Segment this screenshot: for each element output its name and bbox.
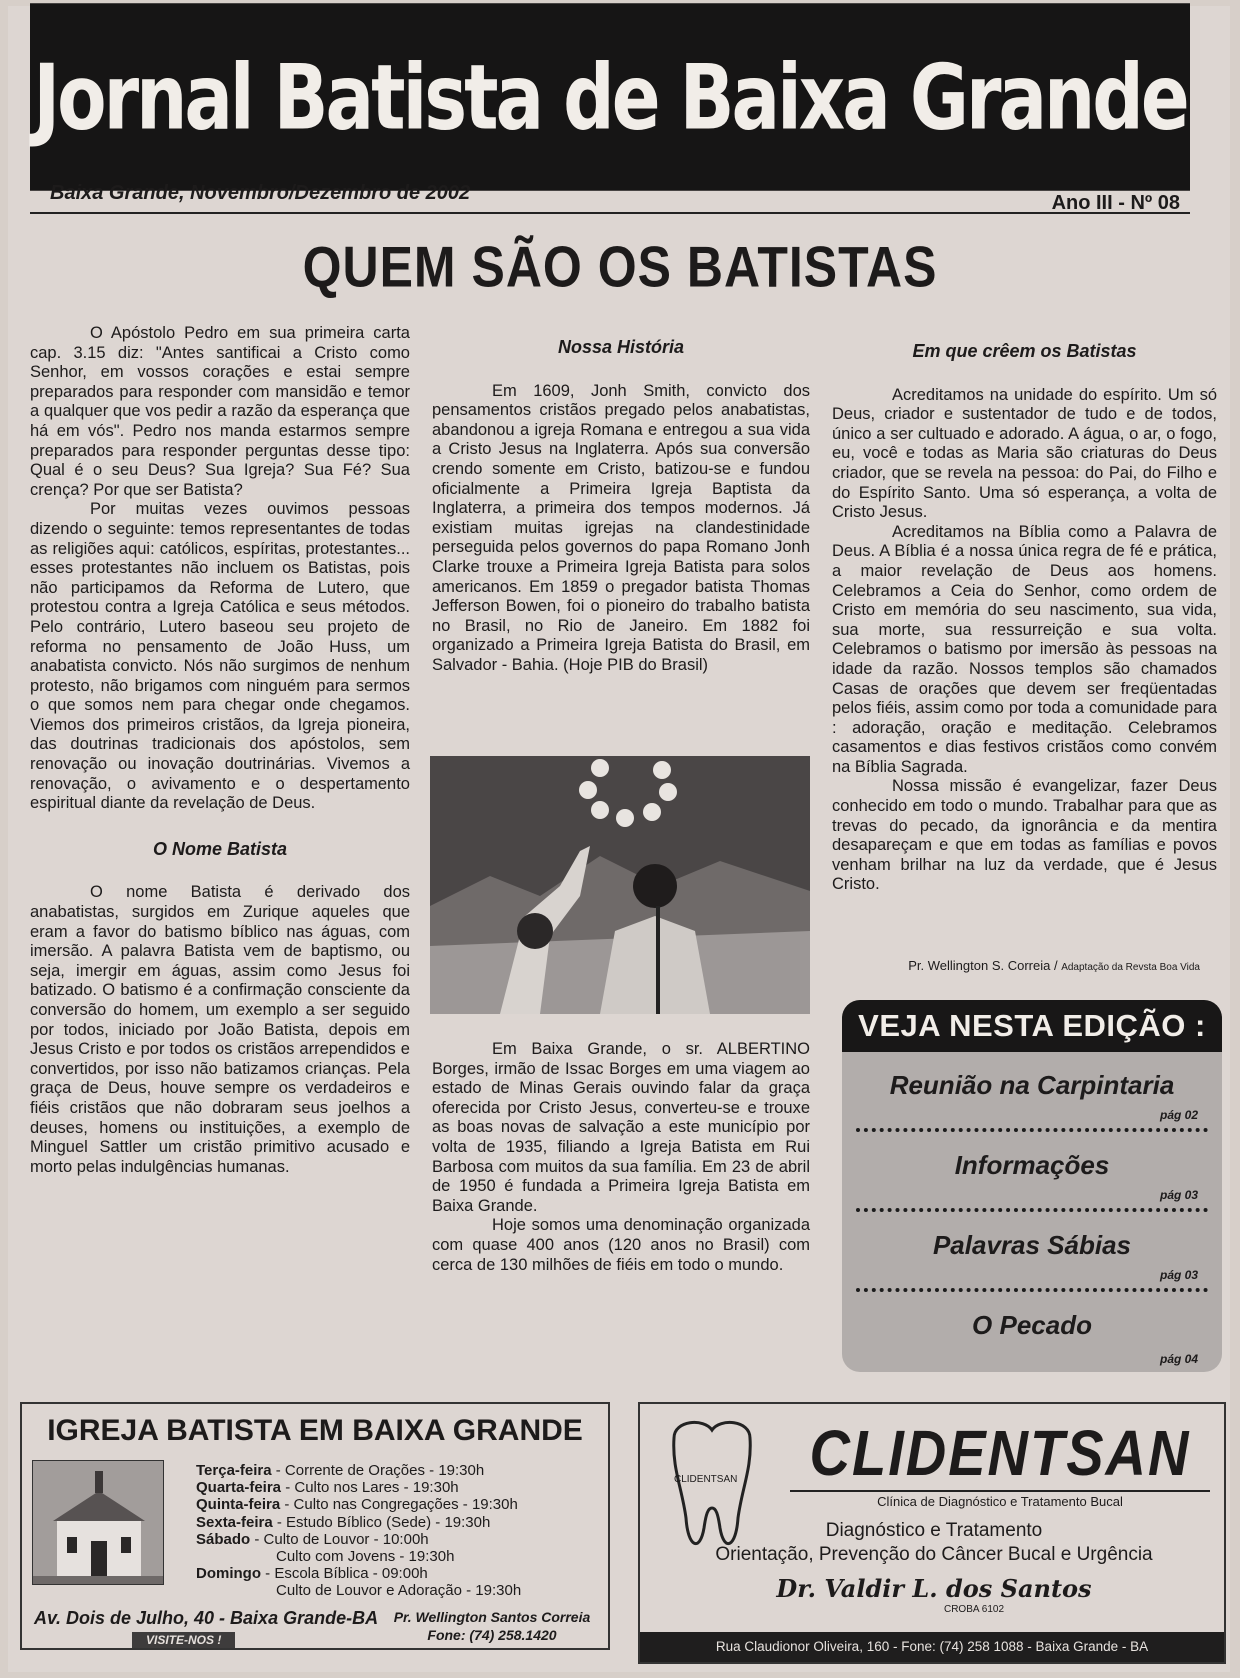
- index-item-title: O Pecado: [972, 1310, 1092, 1340]
- doctor-signature: Dr. Valdir L. dos Santos: [776, 1574, 1092, 1603]
- author-credit: Pr. Wellington S. Correia /: [908, 958, 1058, 973]
- paragraph: Em 1609, Jonh Smith, convicto dos pensamentos cristãos pregado pelos anabatistas, abandonou a igreja Romana e entregou a sua vida a Cristo Jesus na Inglaterra. Após sua conversão crendo somente em Cristo, batizou-se e fundou oficialmente a Primeira Igreja Baptista da Inglaterra, a primeira dos tempos modernos. Já existiam muitas igrejas na clandestinidade perseguida pelos governos do papa Romano Jonh Clarke trouxe a Primeira Igreja Batista para solos americanos. Em 1859 o pregador batista Thomas Jefferson Bowen, foi o pioneiro do trabalho batista no Brasil, no Rio de Janeiro. Em 1882 foi organizado a Primeira Igreja Batista do Brasil, em Salvador - Bahia. (Hoje PIB do Brasil): [432, 381, 810, 674]
- schedule-row: [196, 1565, 521, 1582]
- schedule-row: [196, 1479, 521, 1496]
- paragraph: Por muitas vezes ouvimos pessoas dizendo o seguinte: temos representantes de todas as religiões aqui: católicos, espíritas, protestantes... esses protestantes não incluem os Batistas, pois não participamos da Reforma de Lutero, que protestou contra a Igreja Católica e seus métodos. Pelo contrário, Lutero baseou seu projeto de reforma no pensamento de João Huss, um anabatista convicto. Nós não surgimos de nenhum protesto, não brigamos com ninguém para sermos o que somos nem para chegar onde chegamos. Viemos dos primeiros cristãos, da Igreja pioneira, das doutrinas tradicionais dos apóstolos, sem renovação ou inovação doutrinárias. Vivemos a renovação, o avivamento e o despertamento espiritual diante da revelação de Deus.: [30, 500, 410, 813]
- schedule-row: [196, 1514, 521, 1531]
- article-column-1: [30, 324, 410, 1177]
- index-item-page: pág 02: [1159, 1108, 1198, 1122]
- index-item: [856, 1212, 1208, 1292]
- baptism-photo: [430, 756, 810, 1014]
- schedule-text: - Estudo Bíblico (Sede) - 19:30h: [272, 1513, 491, 1531]
- schedule-row: [196, 1496, 521, 1513]
- schedule-day: Quinta-feira: [196, 1496, 281, 1514]
- visit-us-banner: VISITE-NOS !: [132, 1632, 235, 1648]
- schedule-text: - Culto de Louvor - 10:00h: [250, 1530, 429, 1548]
- section-heading-em-que-creem: Em que crêem os Batistas: [912, 341, 1137, 361]
- schedule-day: Sexta-feira: [196, 1513, 273, 1531]
- schedule-text: - Culto nos Lares - 19:30h: [281, 1479, 459, 1497]
- church-ad-title: IGREJA BATISTA EM BAIXA GRANDE: [47, 1414, 583, 1447]
- index-item: [856, 1132, 1208, 1212]
- schedule-day: Quarta-feira: [196, 1479, 282, 1497]
- index-item-page: pág 04: [1159, 1352, 1198, 1366]
- article-column-3: [832, 338, 1217, 895]
- paragraph: Acreditamos na Bíblia como a Palavra de Deus. A Bíblia é a nossa única regra de fé e prática, a maior revelação de Deus aos homens. Celebramos a Ceia do Senhor, como ordem de Cristo em memória do seu nascimento, sua vida, sua morte, sua ressurreição e sua volta. Celebramos o batismo por imersão às pessoas na idade da razão. Nossos templos são chamados Casas de orações que devem ser freqüentadas pelos fiéis, assim como por toda a comunidade para : adoração, oração e meditação. Celebramos casamentos e dias festivos cristãos como convém na Bíblia Sagrada.: [832, 522, 1217, 776]
- index-item: [856, 1292, 1208, 1372]
- schedule-day: Sábado: [196, 1530, 251, 1548]
- schedule-row: [196, 1548, 521, 1565]
- clinic-subtitle: Clínica de Diagnóstico e Tratamento Bucal: [790, 1490, 1210, 1509]
- schedule-text: - Corrente de Orações - 19:30h: [271, 1462, 485, 1479]
- section-heading-nossa-historia: Nossa História: [557, 337, 685, 357]
- church-phone: Fone: (74) 258.1420: [427, 1627, 557, 1643]
- in-this-edition-title: VEJA NESTA EDIÇÃO :: [842, 1000, 1222, 1052]
- article-column-2: [432, 334, 810, 676]
- index-item-title: Reunião na Carpintaria: [889, 1070, 1175, 1100]
- schedule-text: Culto de Louvor e Adoração - 19:30h: [276, 1582, 522, 1600]
- pastor-name: Pr. Wellington Santos Correia: [393, 1609, 591, 1625]
- article-credit: [850, 958, 1200, 973]
- masthead-subheader: [30, 174, 1190, 214]
- schedule-row: [196, 1462, 521, 1479]
- clinic-footer-address: Rua Claudionor Oliveira, 160 - Fone: (74) 258 1088 - Baixa Grande - BA: [640, 1632, 1224, 1662]
- index-item-title: Informações: [954, 1150, 1110, 1180]
- church-address: Av. Dois de Julho, 40 - Baixa Grande-BA: [34, 1608, 379, 1628]
- paragraph: O Apóstolo Pedro em sua primeira carta cap. 3.15 diz: "Antes santificai a Cristo como Senhor, em vossos corações e estai sempre preparados para responder com mansidão e temor a qualquer que vos pedir a razão da esperança que há em vós". Pedro nos manda estarmos sempre preparados para responder perguntas desse tipo: Qual é o seu Deus? Sua Igreja? Sua Fé? Sua crença? Por que ser Batista?: [30, 324, 410, 499]
- clinic-brand: CLIDENTSAN: [809, 1416, 1191, 1489]
- church-contact: [382, 1608, 602, 1644]
- paragraph: Hoje somos uma denominação organizada com quase 400 anos (120 anos no Brasil) com cerca de 130 milhões de fiéis em todo o mundo.: [432, 1216, 810, 1274]
- edition-date: Baixa Grande, Novembro/Dezembro de 2002: [50, 182, 471, 204]
- schedule-day: Domingo: [196, 1565, 261, 1583]
- source-credit: Adaptação da Revsta Boa Vida: [1061, 962, 1200, 973]
- index-item: [856, 1052, 1208, 1132]
- index-item-page: pág 03: [1159, 1188, 1198, 1202]
- church-building-photo: [32, 1460, 164, 1585]
- clinic-service-line-1: Diagnóstico e Tratamento: [825, 1520, 1043, 1541]
- masthead-title: Jornal Batista de Baixa Grande: [30, 3, 1190, 191]
- clinic-advertisement: [638, 1402, 1226, 1664]
- schedule-text: - Escola Bíblica - 09:00h: [261, 1565, 428, 1583]
- paragraph: Nossa missão é evangelizar, fazer Deus conhecido em todo o mundo. Trabalhar para que as trevas do pecado, da ignorância e da mentira desapareçam e que em todas as famílias e povos venham brilhar na luz da verdade, que é Jesus Cristo.: [832, 777, 1217, 894]
- service-schedule: [196, 1462, 521, 1600]
- paragraph: Acreditamos na unidade do espírito. Um só Deus, criador e sustentador de tudo e de todos, único a ser cultuado e adorado. A água, o ar, o fogo, eu, você e todas as Maria são criaturas do Deus criador, que se revela na pessoa: do Pai, do Filho e do Espírito Santo. Uma só esperança, a volta de Cristo Jesus.: [832, 385, 1217, 522]
- in-this-edition-box: [842, 1000, 1222, 1372]
- schedule-text: - Culto nas Congregações - 19:30h: [280, 1496, 518, 1514]
- church-advertisement: [20, 1402, 610, 1650]
- index-item-title: Palavras Sábias: [932, 1230, 1132, 1260]
- schedule-row: [196, 1582, 521, 1599]
- paragraph: O nome Batista é derivado dos anabatistas, surgidos em Zurique aqueles que eram a favor do batismo bíblico nas águas, com imersão. A palavra Batista vem de baptismo, ou seja, imergir em águas, assim como Jesus foi batizado. O batismo é a confirmação consciente da conversão do homem, um exemplo a ser seguido por todos, iniciado por João Batista, depois em Jesus Cristo e por todos os cristãos arrependidos e convertidos, por isso não batizamos crianças. Pela graça de Deus, houve sempre os verdadeiros e fiéis cristãos que não dobraram seus joelhos a deuses, homens ou instituições, a exemplo de Minguel Sattler um cristão primitivo acusado e morto pelas indulgências humanas.: [30, 883, 410, 1176]
- schedule-day: Terça-feira: [196, 1462, 272, 1479]
- tooth-logo-label: CLIDENTSAN: [674, 1474, 738, 1485]
- clinic-service-line-2: Orientação, Prevenção do Câncer Bucal e Urgência: [715, 1544, 1153, 1565]
- issue-number: Ano III - Nº 08: [1051, 192, 1180, 214]
- article-column-2-continued: [432, 1040, 810, 1275]
- section-heading-nome-batista: O Nome Batista: [152, 838, 288, 859]
- index-item-page: pág 03: [1159, 1268, 1198, 1282]
- schedule-row: [196, 1531, 521, 1548]
- paragraph: Em Baixa Grande, o sr. ALBERTINO Borges, irmão de Issac Borges em uma viagem ao estado de Minas Gerais ouvindo falar da graça oferecida por Cristo Jesus, converteu-se e trouxe as boas novas de salvação a este município por volta de 1935, filiando a Igreja Batista em Rui Barbosa com muitos da sua família. Em 23 de abril de 1950 é fundada a Primeira Igreja Batista em Baixa Grande.: [432, 1040, 810, 1215]
- schedule-text: Culto com Jovens - 19:30h: [276, 1548, 455, 1566]
- main-headline: QUEM SÃO OS BATISTAS: [302, 234, 938, 300]
- doctor-registration: CROBA 6102: [943, 1604, 1005, 1615]
